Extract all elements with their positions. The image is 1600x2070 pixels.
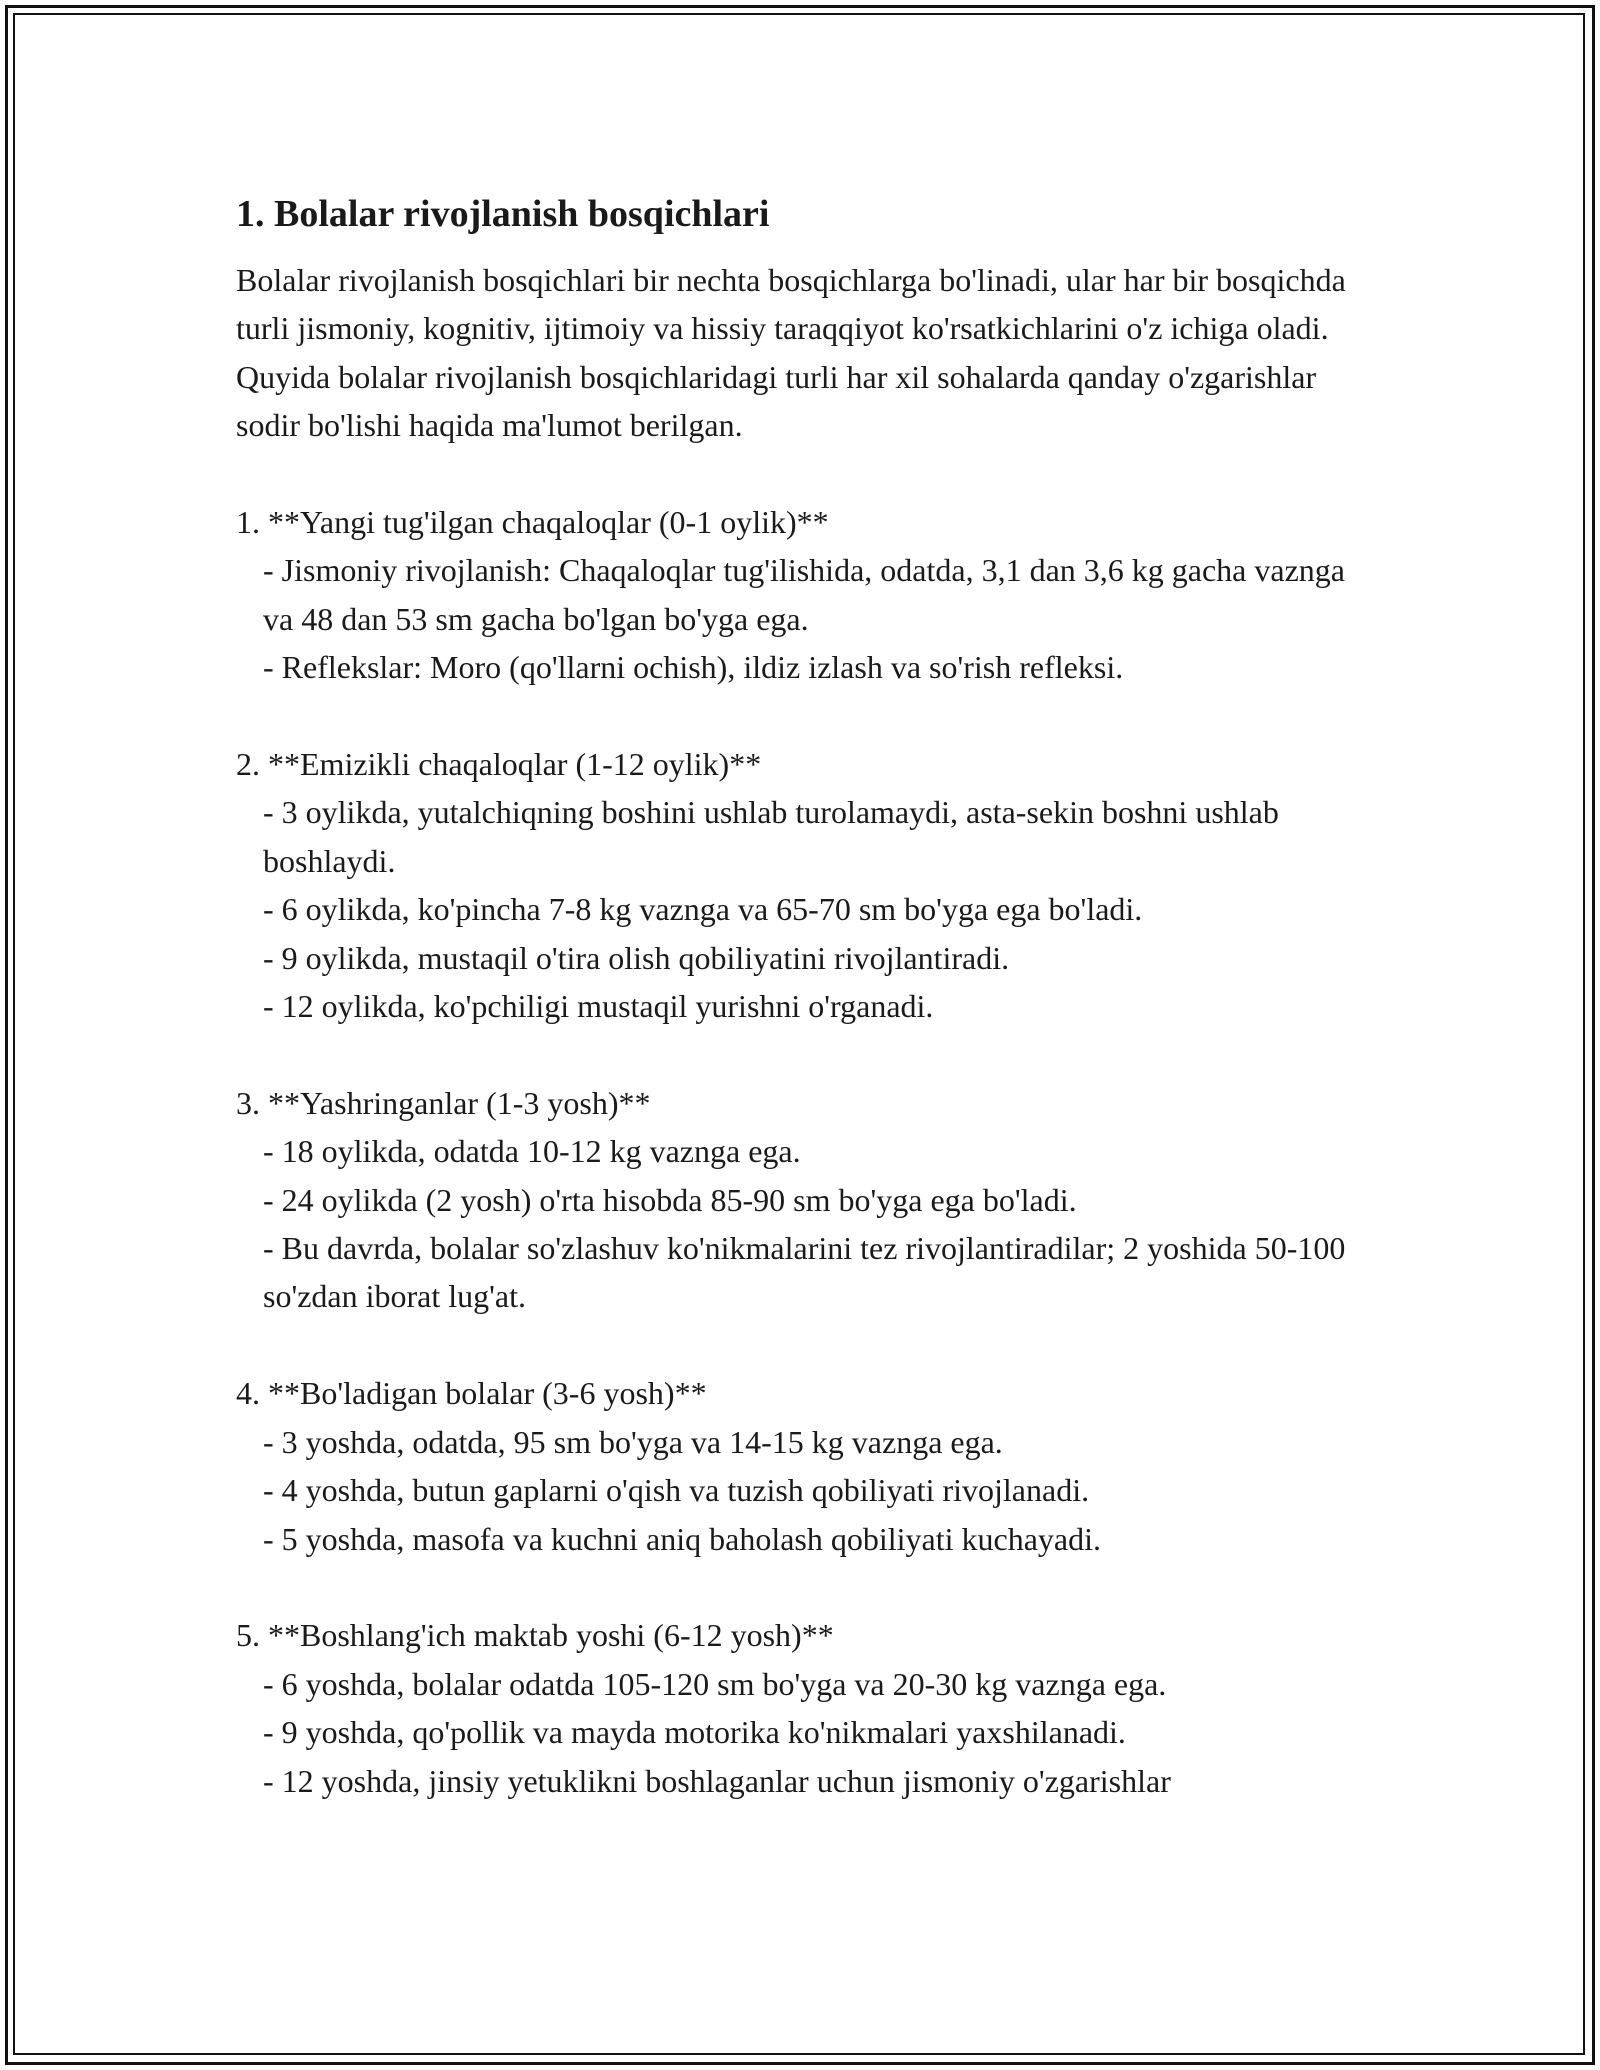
- section-item: - 9 oylikda, mustaqil o'tira olish qobiliyatini rivojlantiradi.: [263, 939, 1010, 976]
- section-heading: 3. **Yashringanlar (1-3 yosh)**: [236, 1084, 651, 1121]
- section-heading: 4. **Bo'ladigan bolalar (3-6 yosh)**: [236, 1375, 707, 1412]
- section-item: - 6 oylikda, ko'pincha 7-8 kg vaznga va 65-70 sm bo'yga ega bo'ladi.: [263, 891, 1143, 928]
- section-item: - 3 oylikda, yutalchiqning boshini ushlab turolamaydi, asta-sekin boshni ushlab boshlaydi.: [263, 794, 1287, 879]
- section-item: - 24 oylikda (2 yosh) o'rta hisobda 85-90 sm bo'yga ega bo'ladi.: [263, 1181, 1077, 1218]
- section-item: - Jismoniy rivojlanish: Chaqaloqlar tug'ilishida, odatda, 3,1 dan 3,6 kg gacha vaznga va 48 dan 53 sm gacha bo'lgan bo'yga ega.: [263, 552, 1353, 637]
- intro-paragraph: Bolalar rivojlanish bosqichlari bir nechta bosqichlarga bo'linadi, ular har bir bosqichda turli jismoniy, kognitiv, ijtimoiy va hissiy taraqqiyot ko'rsatkichlarini o'z ichiga oladi. Quyida bolalar rivojlanish bosqichlaridagi turli har xil sohalarda qanday o'zgarishlar sodir bo'lishi haqida ma'lumot berilgan.: [236, 262, 1346, 444]
- section-item: - Reflekslar: Moro (qo'llarni ochish), ildiz izlash va so'rish refleksi.: [263, 649, 1124, 686]
- section-item: - Bu davrda, bolalar so'zlashuv ko'nikmalarini tez rivojlantiradilar; 2 yoshida 50-100 so'zdan iborat lug'at.: [263, 1230, 1354, 1315]
- section-toddlers: [236, 1079, 1376, 1321]
- document-title: 1. Bolalar rivojlanish bosqichlari: [236, 193, 770, 235]
- document-body: [236, 186, 1376, 1805]
- section-item: - 12 oylikda, ko'pchiligi mustaqil yurishni o'rganadi.: [263, 988, 934, 1025]
- section-item: - 6 yoshda, bolalar odatda 105-120 sm bo'yga va 20-30 kg vaznga ega.: [263, 1665, 1167, 1702]
- section-item: - 3 yoshda, odatda, 95 sm bo'yga va 14-15 kg vaznga ega.: [263, 1423, 1003, 1460]
- section-primary-school: [236, 1611, 1376, 1805]
- section-item: - 18 oylikda, odatda 10-12 kg vaznga ega.: [263, 1133, 801, 1170]
- section-infants: [236, 740, 1376, 1030]
- section-item: - 9 yoshda, qo'pollik va mayda motorika ko'nikmalari yaxshilanadi.: [263, 1714, 1126, 1751]
- section-item: - 5 yoshda, masofa va kuchni aniq baholash qobiliyati kuchayadi.: [263, 1520, 1102, 1557]
- section-newborn: [236, 498, 1376, 692]
- section-item: - 4 yoshda, butun gaplarni o'qish va tuzish qobiliyati rivojlanadi.: [263, 1472, 1090, 1509]
- section-preschool: [236, 1369, 1376, 1563]
- section-heading: 2. **Emizikli chaqaloqlar (1-12 oylik)**: [236, 746, 762, 783]
- section-heading: 1. **Yangi tug'ilgan chaqaloqlar (0-1 oylik)**: [236, 504, 829, 541]
- section-heading: 5. **Boshlang'ich maktab yoshi (6-12 yosh)**: [236, 1617, 834, 1654]
- section-item: - 12 yoshda, jinsiy yetuklikni boshlaganlar uchun jismoniy o'zgarishlar: [263, 1762, 1171, 1799]
